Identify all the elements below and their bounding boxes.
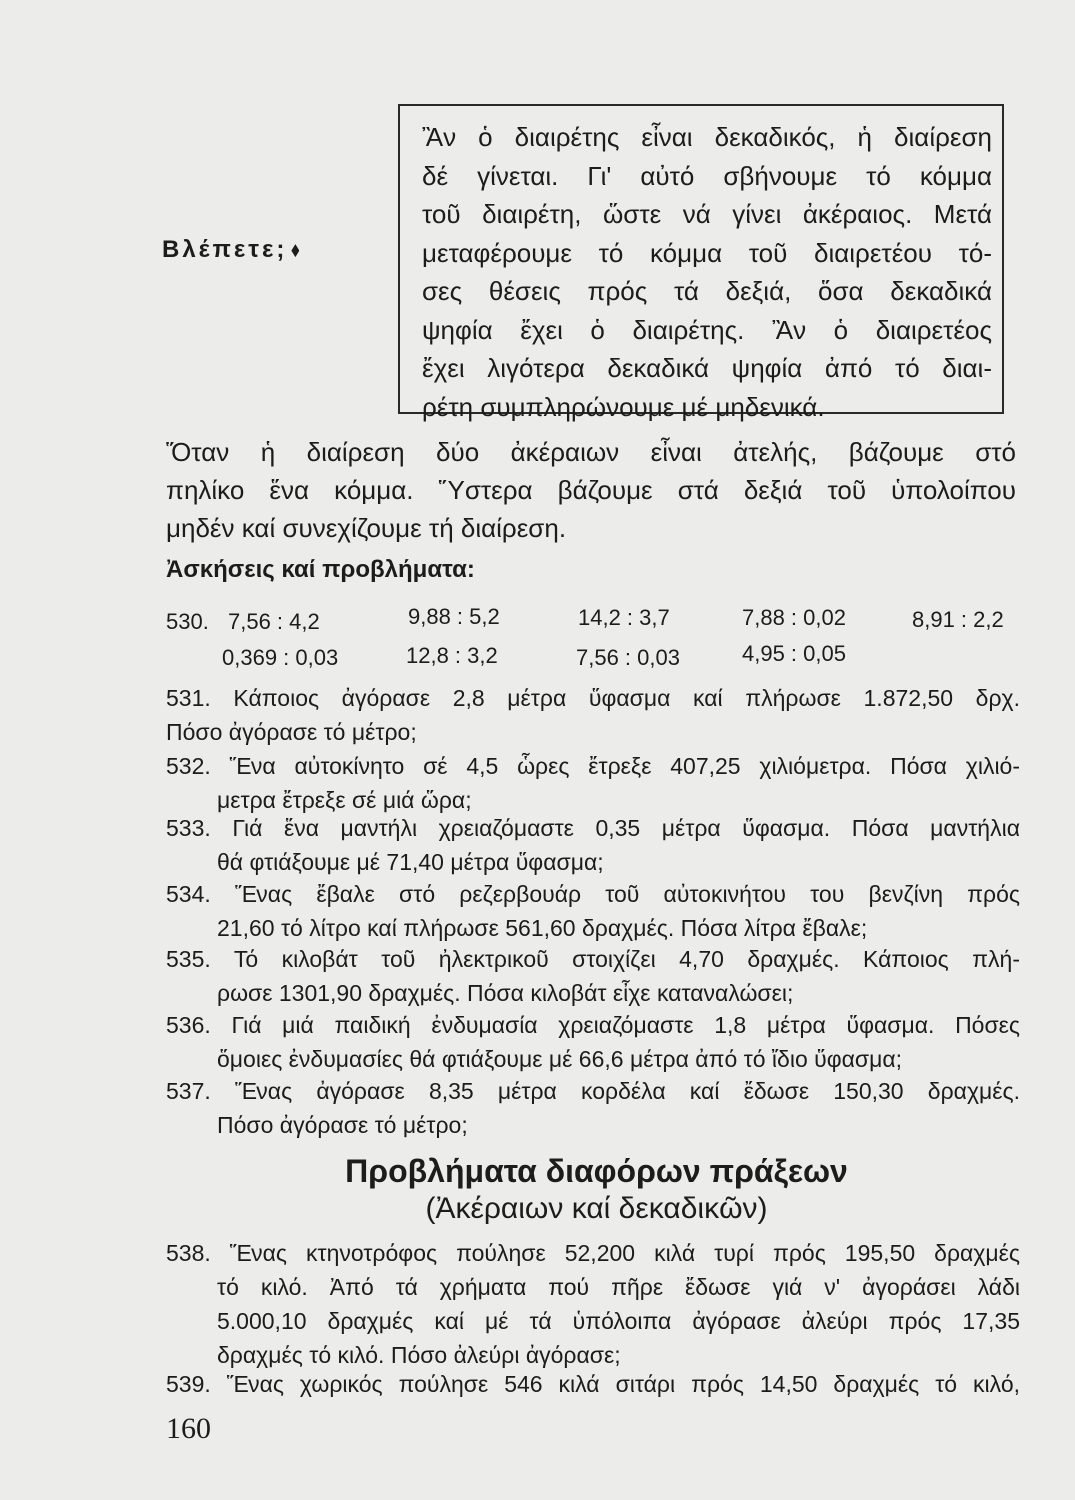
problem-text: Ἕνας ἔβαλε στό ρεζερβουάρ τοῦ αὐτοκινήτου του βενζίνη πρός [234,881,1020,907]
problem-line [166,811,1020,845]
rule-box [398,104,1004,422]
exercise-item: 7,88 : 0,02 [742,605,846,630]
problem-number: 536. [166,1012,211,1038]
page-number: 160 [166,1412,211,1445]
exercise-item: 14,2 : 3,7 [578,605,670,630]
problem-line [166,1074,1020,1108]
problem-533 [166,811,1020,879]
problem-line [166,681,1020,715]
rule-box-line: μεταφέρουμε τό κόμμα τοῦ διαιρετέου τό- [422,237,992,268]
problem-line: μετρα ἔτρεξε σέ μιά ὥρα; [217,787,472,813]
exercise-item: 0,369 : 0,03 [222,645,339,670]
problem-line: 5.000,10 δραχμές καί μέ τά ὑπόλοιπα ἀγόρασε ἀλεύρι πρός 17,35 [217,1308,1020,1334]
rule-box-line: ψηφία ἔχει ὁ διαιρέτης. Ἂν ὁ διαιρετέος [422,314,992,345]
problem-text: Γιά ἕνα μαντήλι χρειαζόμαστε 0,35 μέτρα ὕφασμα. Πόσα μαντήλια [232,815,1020,841]
diamond-bullet-icon [291,244,299,257]
rule-box-line: ρέτη συμπληρώνουμε μέ μηδενικά. [422,391,825,422]
problem-line: ρωσε 1301,90 δραχμές. Πόσα κιλοβάτ εἶχε καταναλώσει; [217,980,794,1006]
problem-line [166,1008,1020,1042]
problem-539 [166,1367,1020,1401]
problem-line: Πόσο ἀγόρασε τό μέτρο; [166,719,417,745]
problem-531 [166,681,1020,749]
problem-532 [166,749,1020,817]
problem-535 [166,942,1020,1010]
exercise-item: 12,8 : 3,2 [406,643,498,668]
problem-537 [166,1074,1020,1142]
rule-box-line: Ἂν ὁ διαιρέτης εἶναι δεκαδικός, ἡ διαίρεση [422,122,992,152]
rule-box-line: ἔχει λιγότερα δεκαδικά ψηφία ἀπό τό διαι- [422,353,992,383]
problem-line [166,1236,1020,1270]
problem-number: 533. [166,815,211,841]
paragraph-line: πηλίκο ἕνα κόμμα. Ὕστερα βάζουμε στά δεξιά τοῦ ὑπολοίπου [166,475,1016,505]
problem-text: Ἕνας χωρικός πούλησε 546 κιλά σιτάρι πρός 14,50 δραχμές τό κιλό, [226,1371,1021,1397]
rule-box-line: σες θέσεις πρός τά δεξιά, ὅσα δεκαδικά [422,276,992,306]
problem-line: ὅμοιες ἐνδυμασίες θά φτιάξουμε μέ 66,6 μέτρα ἀπό τό ἴδιο ὕφασμα; [217,1046,903,1072]
problem-number: 532. [166,753,211,779]
problem-line [166,942,1020,976]
problem-text: Ἕνας ἀγόρασε 8,35 μέτρα κορδέλα καί ἔδωσε 150,30 δραχμές. [234,1078,1021,1104]
problem-number: 539. [166,1371,211,1397]
problem-text: Τό κιλοβάτ τοῦ ἠλεκτρικοῦ στοιχίζει 4,70 δραχμές. Κάποιος πλή- [233,946,1020,972]
problem-line: 21,60 τό λίτρο καί πλήρωσε 561,60 δραχμές. Πόσα λίτρα ἔβαλε; [217,915,868,941]
problem-number: 535. [166,946,211,972]
problem-538 [166,1236,1020,1372]
problem-text: Γιά μιά παιδική ἐνδυμασία χρειαζόμαστε 1,8 μέτρα ὕφασμα. Πόσες [231,1012,1021,1038]
problem-536 [166,1008,1020,1076]
exercise-number: 530. [166,609,209,634]
problem-line: τό κιλό. Ἀπό τά χρήματα πού πῆρε ἔδωσε γιά ν' ἀγοράσει λάδι [217,1274,1020,1300]
exercise-item: 7,56 : 0,03 [576,645,680,670]
problem-line [166,877,1020,911]
paragraph-line: μηδέν καί συνεχίζουμε τή διαίρεση. [166,513,567,543]
see-label: Βλέπετε; [162,236,299,264]
problem-number: 537. [166,1078,211,1104]
exercise-item: 9,88 : 5,2 [408,604,500,629]
problem-line: δραχμές τό κιλό. Πόσο ἀλεύρι ἀγόρασε; [217,1342,621,1368]
chapter-subtitle: (Ἀκέραιων καί δεκαδικῶν) [425,1192,768,1225]
problem-line [166,749,1020,783]
problem-line [166,1367,1020,1401]
problem-number: 534. [166,881,211,907]
problem-text: Ἕνα αὐτοκίνητο σέ 4,5 ὧρες ἔτρεξε 407,25 χιλιόμετρα. Πόσα χιλιό- [229,753,1021,779]
problem-534 [166,877,1020,945]
problem-number: 531. [166,685,211,711]
section-heading: Ἀσκήσεις καί προβλήματα: [166,556,475,583]
problem-text: Ἕνας κτηνοτρόφος πούλησε 52,200 κιλά τυρί πρός 195,50 δραχμές [229,1240,1020,1266]
rule-box-line: τοῦ διαιρέτη, ὥστε νά γίνει ἀκέραιος. Μετά [422,199,992,229]
problem-line: Πόσο ἀγόρασε τό μέτρο; [217,1112,468,1138]
exercise-item: 8,91 : 2,2 [912,607,1004,632]
problem-number: 538. [166,1240,211,1266]
problem-line: θά φτιάξουμε μέ 71,40 μέτρα ὕφασμα; [217,849,604,875]
problem-text: Κάποιος ἀγόρασε 2,8 μέτρα ὕφασμα καί πλήρωσε 1.872,50 δρχ. [233,685,1021,711]
rule-box-line: δέ γίνεται. Γι' αὐτό σβήνουμε τό κόμμα [422,160,992,191]
exercise-item: 4,95 : 0,05 [742,641,846,666]
exercise-item: 7,56 : 4,2 [228,609,320,634]
chapter-title: Προβλήματα διαφόρων πράξεων [345,1153,848,1189]
division-rule-paragraph [166,433,1016,547]
paragraph-line: Ὅταν ἡ διαίρεση δύο ἀκέραιων εἶναι ἀτελής, βάζουμε στό [166,437,1016,467]
